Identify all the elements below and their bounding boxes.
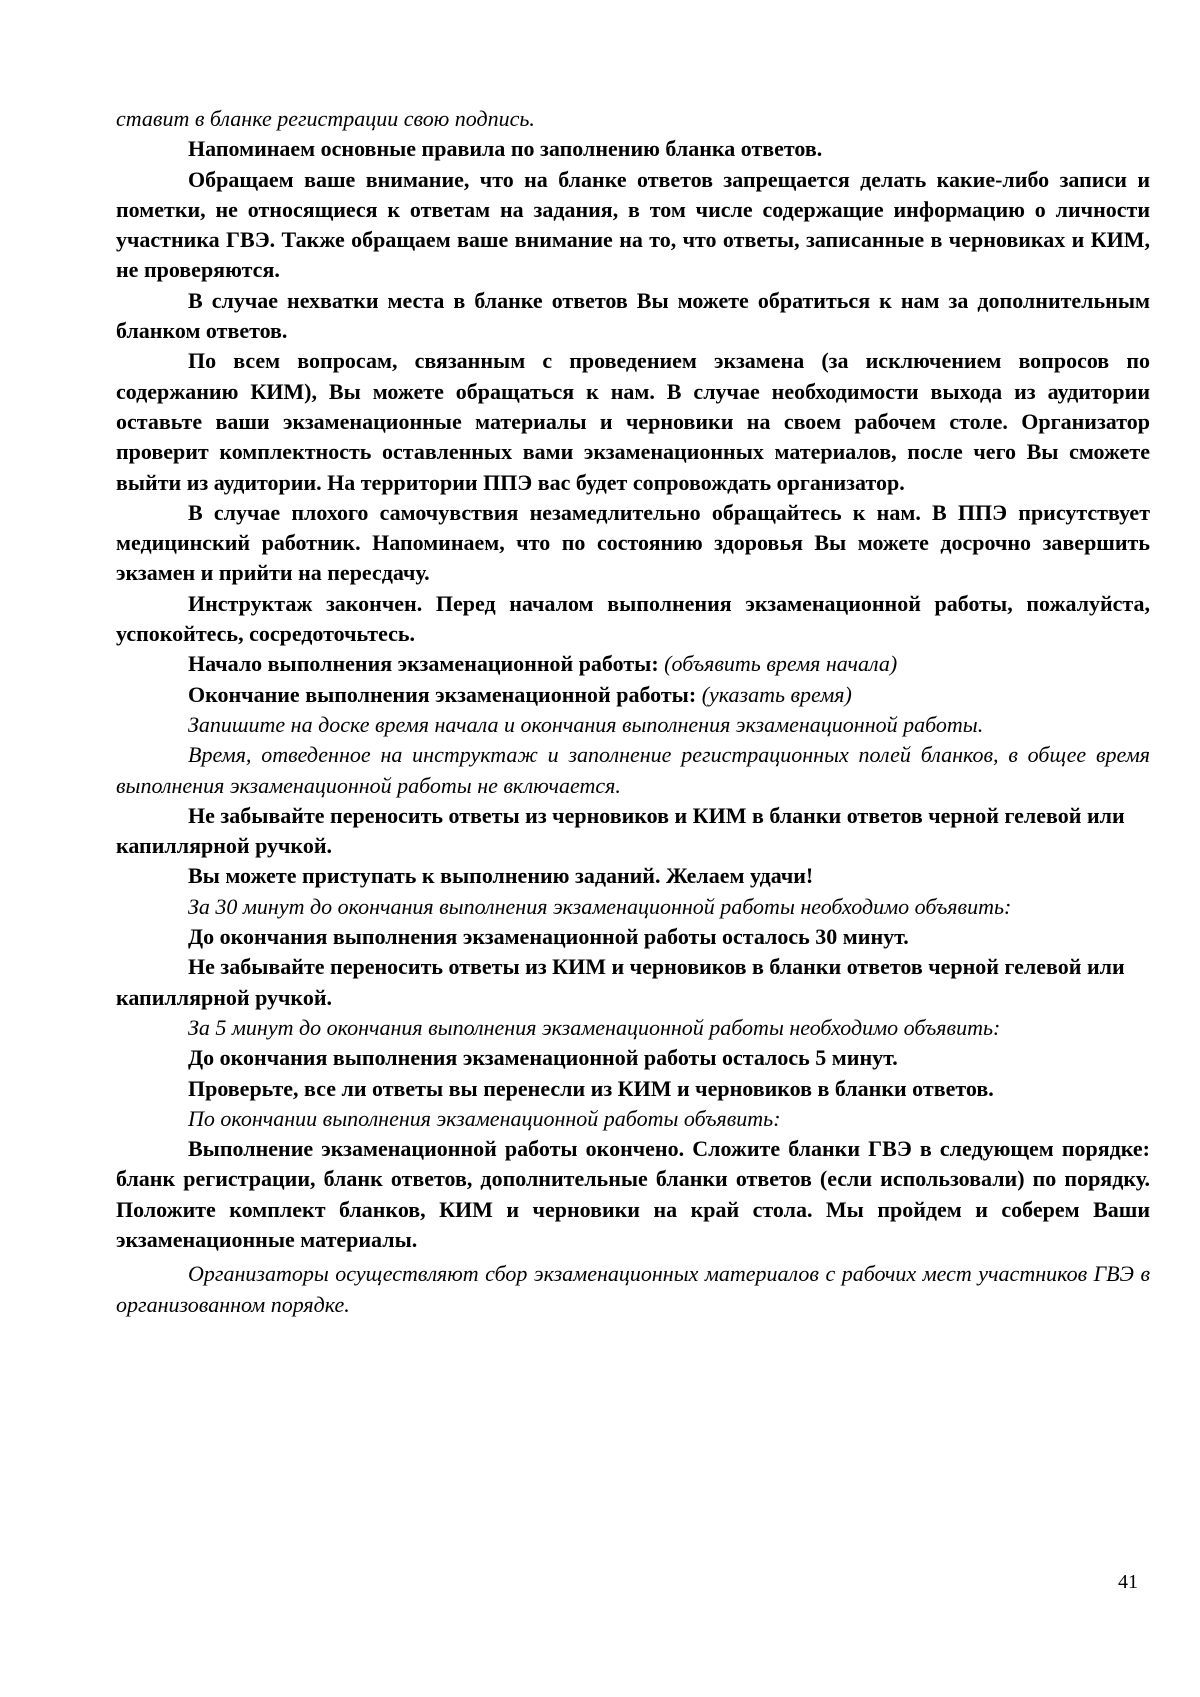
start-time-instruction: (объявить время начала) bbox=[664, 651, 898, 677]
paragraph-transfer-reminder-2: Не забывайте переносить ответы из КИМ и черновиков в бланки ответов черной гелевой или капиллярной ручкой. bbox=[116, 954, 1125, 1010]
paragraph-5-min-instruction: За 5 минут до окончания выполнения экзаменационной работы необходимо объявить: bbox=[188, 1014, 1001, 1040]
paragraph-collection-note: Организаторы осуществляют сбор экзаменационных материалов с рабочих мест участников ГВЭ в организованном порядке. bbox=[116, 1261, 1150, 1317]
paragraph-answer-sheet-warning: Обращаем ваше внимание, что на бланке ответов запрещается делать какие-либо записи и пометки, не относящиеся к ответам на задания, в том числе содержащие информацию о личности участника ГВЭ. Также обращаем ваше внимание на то, что ответы, записанные в черновиках и КИМ, не проверяются. bbox=[116, 166, 1150, 283]
paragraph-time-note: Время, отведенное на инструктаж и заполнение регистрационных полей бланков, в общее время выполнения экзаменационной работы не включается. bbox=[116, 742, 1150, 798]
paragraph-start-time bbox=[116, 649, 1150, 679]
paragraph-signature-note: ставит в бланке регистрации свою подпись. bbox=[116, 106, 535, 131]
paragraph-rules-reminder: Напоминаем основные правила по заполнению бланка ответов. bbox=[188, 136, 823, 162]
paragraph-health: В случае плохого самочувствия незамедлительно обращайтесь к нам. В ППЭ присутствует медицинский работник. Напоминаем, что по состоянию здоровья Вы можете досрочно завершить экзамен и прийти на пересдачу. bbox=[116, 499, 1150, 586]
paragraph-end-time bbox=[116, 680, 1150, 710]
document-page bbox=[116, 104, 1150, 1320]
paragraph-30-min-instruction: За 30 минут до окончания выполнения экзаменационной работы необходимо объявить: bbox=[188, 893, 1012, 919]
paragraph-check-transfer: Проверьте, все ли ответы вы перенесли из КИМ и черновиков в бланки ответов. bbox=[188, 1075, 994, 1101]
end-time-instruction: (указать время) bbox=[701, 681, 852, 707]
end-time-label: Окончание выполнения экзаменационной работы: bbox=[188, 681, 697, 707]
paragraph-end-instruction: По окончании выполнения экзаменационной работы объявить: bbox=[188, 1105, 781, 1131]
paragraph-30-min-announcement: До окончания выполнения экзаменационной работы осталось 30 минут. bbox=[188, 924, 909, 950]
paragraph-board-note: Запишите на доске время начала и окончания выполнения экзаменационной работы. bbox=[188, 711, 984, 737]
paragraph-work-finished: Выполнение экзаменационной работы окончено. Сложите бланки ГВЭ в следующем порядке: бланк регистрации, бланк ответов, дополнительные бланки ответов (если использовали) по порядку. Положите комплект бланков, КИМ и черновики на край стола. Мы пройдем и соберем Ваши экзаменационные материалы. bbox=[116, 1136, 1150, 1252]
page-number: 41 bbox=[1118, 1571, 1138, 1593]
paragraph-transfer-reminder-1: Не забывайте переносить ответы из черновиков и КИМ в бланки ответов черной гелевой или капиллярной ручкой. bbox=[116, 802, 1125, 859]
paragraph-questions-and-exit: По всем вопросам, связанным с проведением экзамена (за исключением вопросов по содержанию КИМ), Вы можете обращаться к нам. В случае необходимости выхода из аудитории оставьте ваши экзаменационные материалы и черновики на своем рабочем столе. Организатор проверит комплектность оставленных вами экзаменационных материалов, после чего Вы сможете выйти из аудитории. На территории ППЭ вас будет сопровождать организатор. bbox=[116, 348, 1150, 495]
paragraph-extra-sheet: В случае нехватки места в бланке ответов Вы можете обратиться к нам за дополнительным бланком ответов. bbox=[116, 287, 1150, 344]
paragraph-5-min-announcement: До окончания выполнения экзаменационной работы осталось 5 минут. bbox=[188, 1045, 898, 1071]
paragraph-good-luck: Вы можете приступать к выполнению заданий. Желаем удачи! bbox=[188, 863, 814, 889]
start-time-label: Начало выполнения экзаменационной работы: bbox=[188, 651, 659, 677]
paragraph-briefing-finished: Инструктаж закончен. Перед началом выполнения экзаменационной работы, пожалуйста, успокойтесь, сосредоточьтесь. bbox=[116, 590, 1150, 647]
